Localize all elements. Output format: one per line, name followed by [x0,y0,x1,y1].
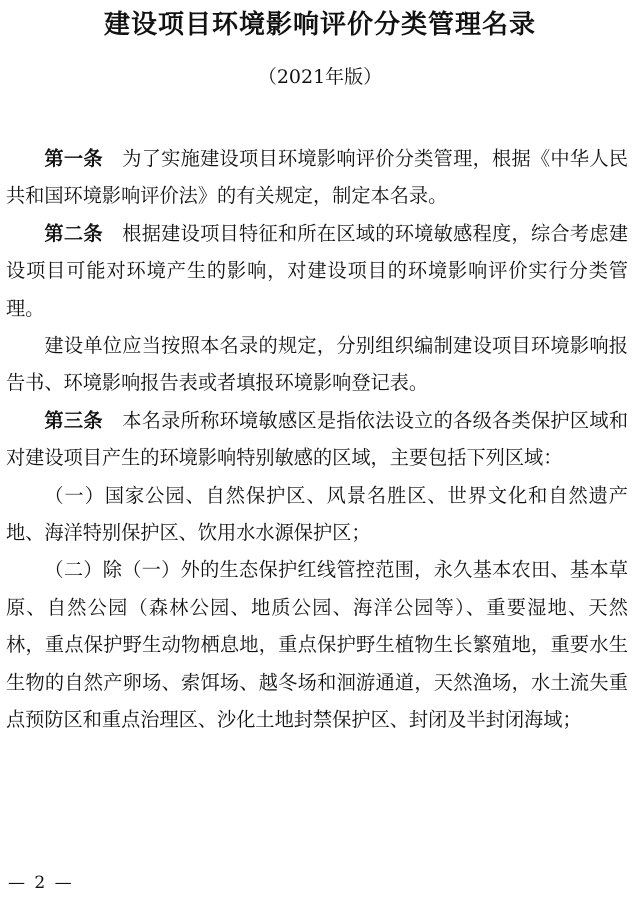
page-number: — 2 — [8,873,74,893]
article-2-text: 根据建设项目特征和所在区域的环境敏感程度，综合考虑建设项目可能对环境产生的影响，对建设项目的环境影响评价实行分类管理。 [6,221,629,320]
article-1-text: 为了实施建设项目环境影响评价分类管理，根据《中华人民共和国环境影响评价法》的有关规定，制定本名录。 [6,147,629,208]
article-3-item-2: （二）除（一）外的生态保护红线管控范围，永久基本农田、基本草原、自然公园（森林公园、地质公园、海洋公园等）、重要湿地、天然林，重点保护野生动物栖息地，重点保护野生植物生长繁殖地，重要水生生物的自然产卵场、索饵场、越冬场和洄游通道，天然渔场，水土流失重点预防区和重点治理区、沙化土地封禁保护区、封闭及半封闭海域； [6,558,628,732]
article-2-paragraph-2: 建设单位应当按照本名录的规定，分别组织编制建设项目环境影响报告书、环境影响报告表或者填报环境影响登记表。 [6,334,628,395]
article-3-item-1: （一）国家公园、自然保护区、风景名胜区、世界文化和自然遗产地、海洋特别保护区、饮用水水源保护区； [6,483,628,545]
article-2 [6,215,628,327]
edition-label: （2021年版） [257,66,383,88]
article-3-label: 第三条 [44,408,103,432]
article-1 [6,140,628,215]
article-3 [6,402,628,477]
document-title: 建设项目环境影响评价分类管理名录 [103,10,536,40]
article-1-label: 第一条 [44,147,103,170]
document-body [6,140,628,739]
article-3-text: 本名录所称环境敏感区是指依法设立的各级各类保护区域和对建设项目产生的环境影响特别敏感的区域，主要包括下列区域： [6,408,629,470]
article-2-label: 第二条 [44,221,103,245]
